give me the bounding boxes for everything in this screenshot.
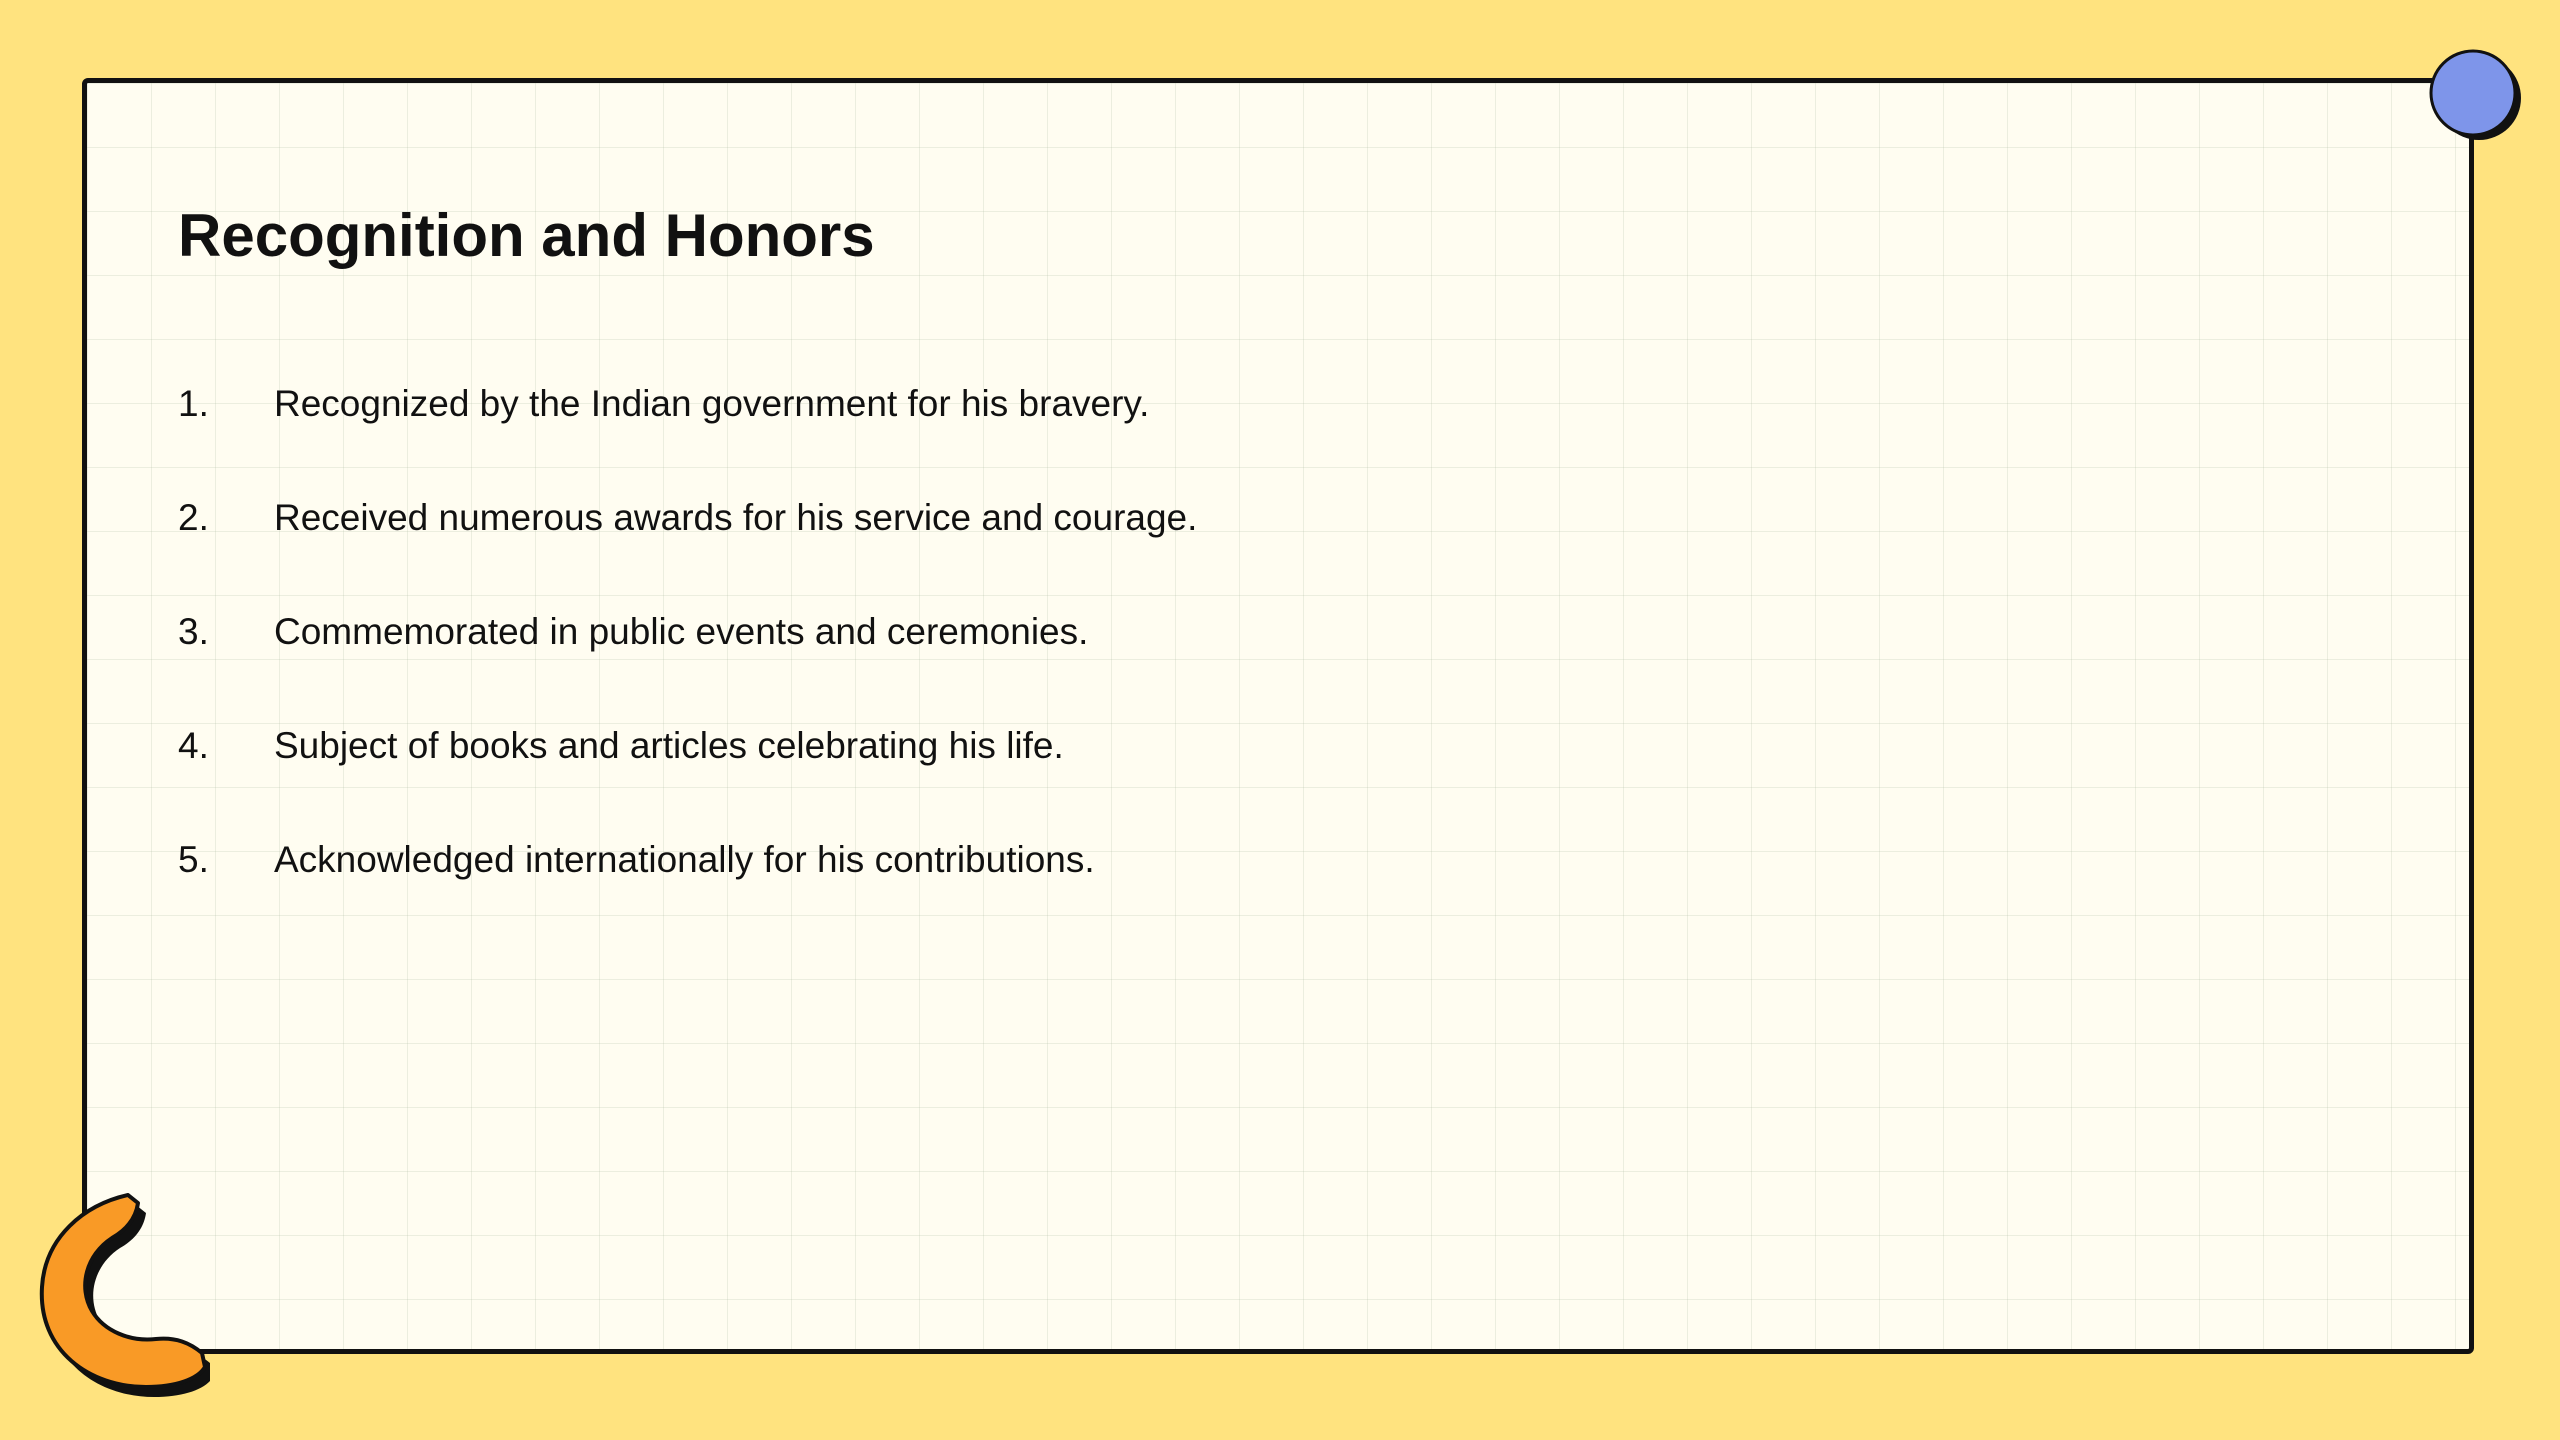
list-item-number: 5. (178, 839, 209, 880)
slide-title: Recognition and Honors (178, 202, 875, 269)
list-item (178, 610, 1197, 724)
list-item-text: Subject of books and articles celebrating his life. (274, 725, 1064, 766)
blue-dot-icon (2424, 44, 2528, 148)
honors-list (178, 382, 1197, 952)
list-item (178, 838, 1197, 952)
list-item-number: 3. (178, 611, 209, 652)
list-item-number: 1. (178, 383, 209, 424)
list-item (178, 724, 1197, 838)
list-item-text: Received numerous awards for his service and courage. (274, 497, 1198, 538)
list-item (178, 496, 1197, 610)
list-item-number: 2. (178, 497, 209, 538)
list-item-text: Recognized by the Indian government for his bravery. (274, 383, 1150, 424)
list-item-number: 4. (178, 725, 209, 766)
list-item (178, 382, 1197, 496)
orange-ring-icon (20, 1175, 210, 1407)
list-item-text: Commemorated in public events and ceremonies. (274, 611, 1089, 652)
list-item-text: Acknowledged internationally for his contributions. (274, 839, 1095, 880)
